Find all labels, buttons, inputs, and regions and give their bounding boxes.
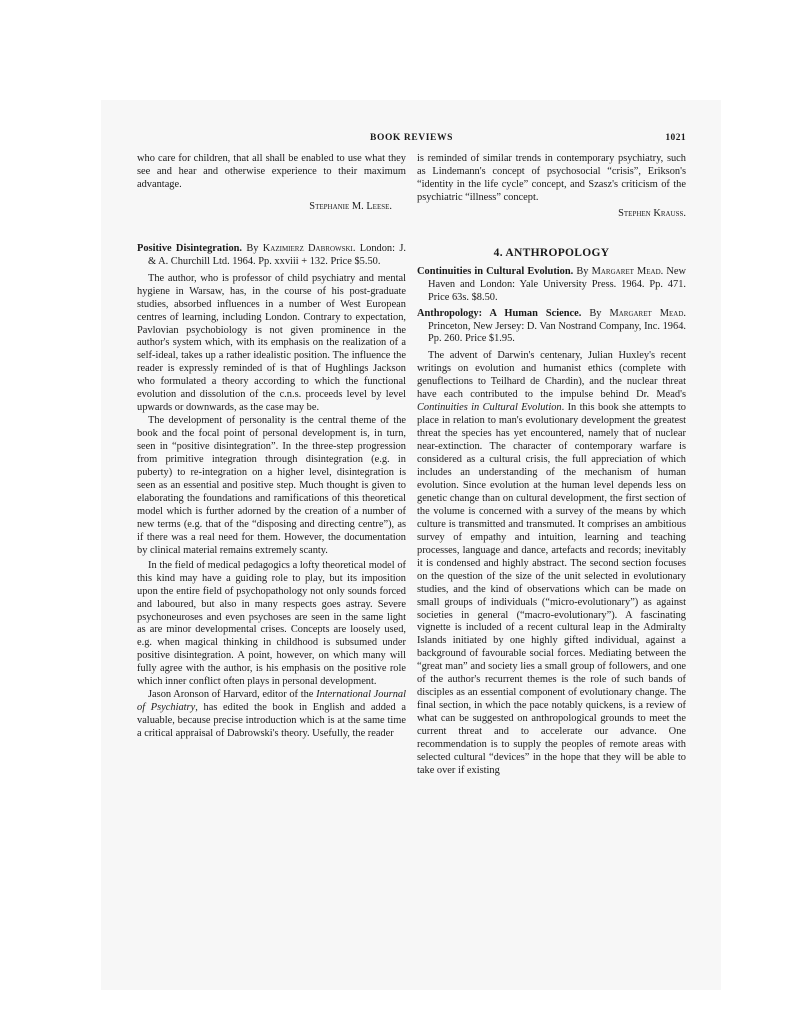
paragraph: The development of personality is the central theme of the book and the focal point of personal development is, in turn, seen in “positive disintegration”. In the three-step progression from primitive integration through disintegration (e.g. in puberty) to re-integration on a higher level, disintegration is seen as an essential and positive step. Much thought is given to elaborating the foundations and ramifications of this theoretical model which is further adorned by the creation of a number of new terms (e.g. that of the “disposing and directing centre”), as if there was a real need for them. However, the documentation by clinical material remains extremely scanty.	[137, 415, 406, 556]
right-column	[417, 153, 686, 778]
running-header	[137, 133, 686, 147]
page-number: 1021	[665, 133, 686, 143]
review-reference: Positive Disintegration. By Kazimierz Dabrowski. London: J. & A. Churchill Ltd. 1964. Pp. xxviii + 132. Price $5.50.	[137, 242, 406, 267]
review-book-title: Anthropology: A Human Science.	[417, 307, 582, 319]
journal-title: International Journal of Psychiatry	[137, 689, 406, 714]
review-reference: Continuities in Cultural Evolution. By Margaret Mead. New Haven and London: Yale University Press. 1964. Pp. 471. Price 63s. $8.50.	[417, 265, 686, 303]
reviewer-signature: Stephen Krauss.	[618, 207, 686, 219]
paragraph: Jason Aronson of Harvard, editor of the International Journal of Psychiatry, has edited the book in English and added a valuable, because precise introduction which is at the same time a critical appraisal of Dabrowski's theory. Usefully, the reader	[137, 689, 406, 740]
review-publication: London: J. & A. Churchill Ltd. 1964. Pp. xxviii + 132. Price $5.50.	[148, 242, 406, 267]
reviewer-signature: Stephanie M. Leese.	[309, 200, 392, 212]
review-author: Margaret Mead.	[609, 307, 686, 319]
continued-text-right: is reminded of similar trends in contemporary psychiatry, such as Lindemann's concept of psychosocial “crisis”, Erikson's “identity in the life cycle” concept, and Szasz's criticism of the psychiatric “illness” concept.	[417, 153, 686, 203]
review-author: Margaret Mead.	[591, 265, 664, 277]
book-title-italic: Continuities in Cultural Evolution	[417, 402, 562, 414]
review-book-title: Positive Disintegration.	[137, 242, 243, 254]
review-book-title: Continuities in Cultural Evolution.	[417, 265, 574, 277]
paragraph: In the field of medical pedagogics a lofty theoretical model of this kind may have a guiding role to play, but its imposition upon the entire field of psychopathology not only sounds forced and laboured, but also in many respects goes astray. Severe psychoneuroses and even psychoses are seen in the same light as are minor developmental crises. Concepts are loosely used, e.g. when magical thinking in childhood is subsumed under positive disintegration. A point, however, on which many will fully agree with the author, is his emphasis on the positive role which inner conflict often plays in personal development.	[137, 559, 406, 688]
paragraph: The advent of Darwin's centenary, Julian Huxley's recent writings on evolution and humanist ethics (complete with genuflections to Teilhard de Chardin), and the nuclear threat have each contributed to the impulse behind Dr. Mead's Continuities in Cultural Evolution. In this book she attempts to place in relation to man's evolutionary development the greatest threat the species has yet encountered, namely that of nuclear near-extinction. The character of contemporary warfare is considered as a cultural crisis, the full appreciation of which includes an understanding of the mechanism of human evolution. Since evolution at the human level depends less on genetic change than on cultural development, the first section of the volume is concerned with a survey of the means by which culture is transmitted and transmuted. It comprises an ambitious survey of empathy and intuition, learning and teaching processes, language and dance, artefacts and records; inevitably it is condensed and highly abstract. The second section focuses on the question of the size of the unit selected in evolutionary studies, and the kind of observations which can be made on small groups of individuals (“micro-evolutionary”) as against societies in general (“macro-evolutionary”). A fascinating vignette is included of a recent cultural leap in the Admiralty Islands initiated by one highly gifted individual, against a background of favourable social forces. Mediating between the “great man” and society lies a small group of followers, and one of the author's recurrent themes is the role of such bands of disciples as an essential component of evolutionary change. The final section, in which the pace notably quickens, is a review of what can be suggested on anthropological grounds to meet the current threat and to accelerate our advance. One recommendation is to supply the peoples of remote areas with selected cultural “devices” in the hope that they will be able to take over if existing	[417, 350, 686, 776]
review-reference: Anthropology: A Human Science. By Margaret Mead. Princeton, New Jersey: D. Van Nostrand Company, Inc. 1964. Pp. 260. Price $1.95.	[417, 307, 686, 345]
paragraph: The author, who is professor of child psychiatry and mental hygiene in Warsaw, has, in the course of his post-graduate studies, absorbed influences in a number of West European centres of learning, including London. Contrary to expectation, Pavlovian psychobiology is not given prominence in the author's system which, with its emphasis on the realization of a self-ideal, takes up a rather idealistic position. The influence the reader is expressly reminded of is that of Hughlings Jackson who formulated a theory according to which the functional evolution and dissolution of the c.n.s. proceeds level by level upwards or downwards, as the case may be.	[137, 272, 406, 414]
section-heading: 4. ANTHROPOLOGY	[493, 246, 610, 259]
review-publication: Princeton, New Jersey: D. Van Nostrand Company, Inc. 1964. Pp. 260. Price $1.95.	[428, 320, 686, 345]
review-publication: New Haven and London: Yale University Press. 1964. Pp. 471. Price 63s. $8.50.	[428, 265, 686, 303]
left-column	[137, 153, 406, 741]
continued-text-left: who care for children, that all shall be enabled to use what they see and hear and otherwise experience to their maximum advantage.	[137, 153, 406, 190]
review-author: Kazimierz Dabrowski.	[262, 242, 356, 254]
running-title: BOOK REVIEWS	[370, 133, 453, 143]
